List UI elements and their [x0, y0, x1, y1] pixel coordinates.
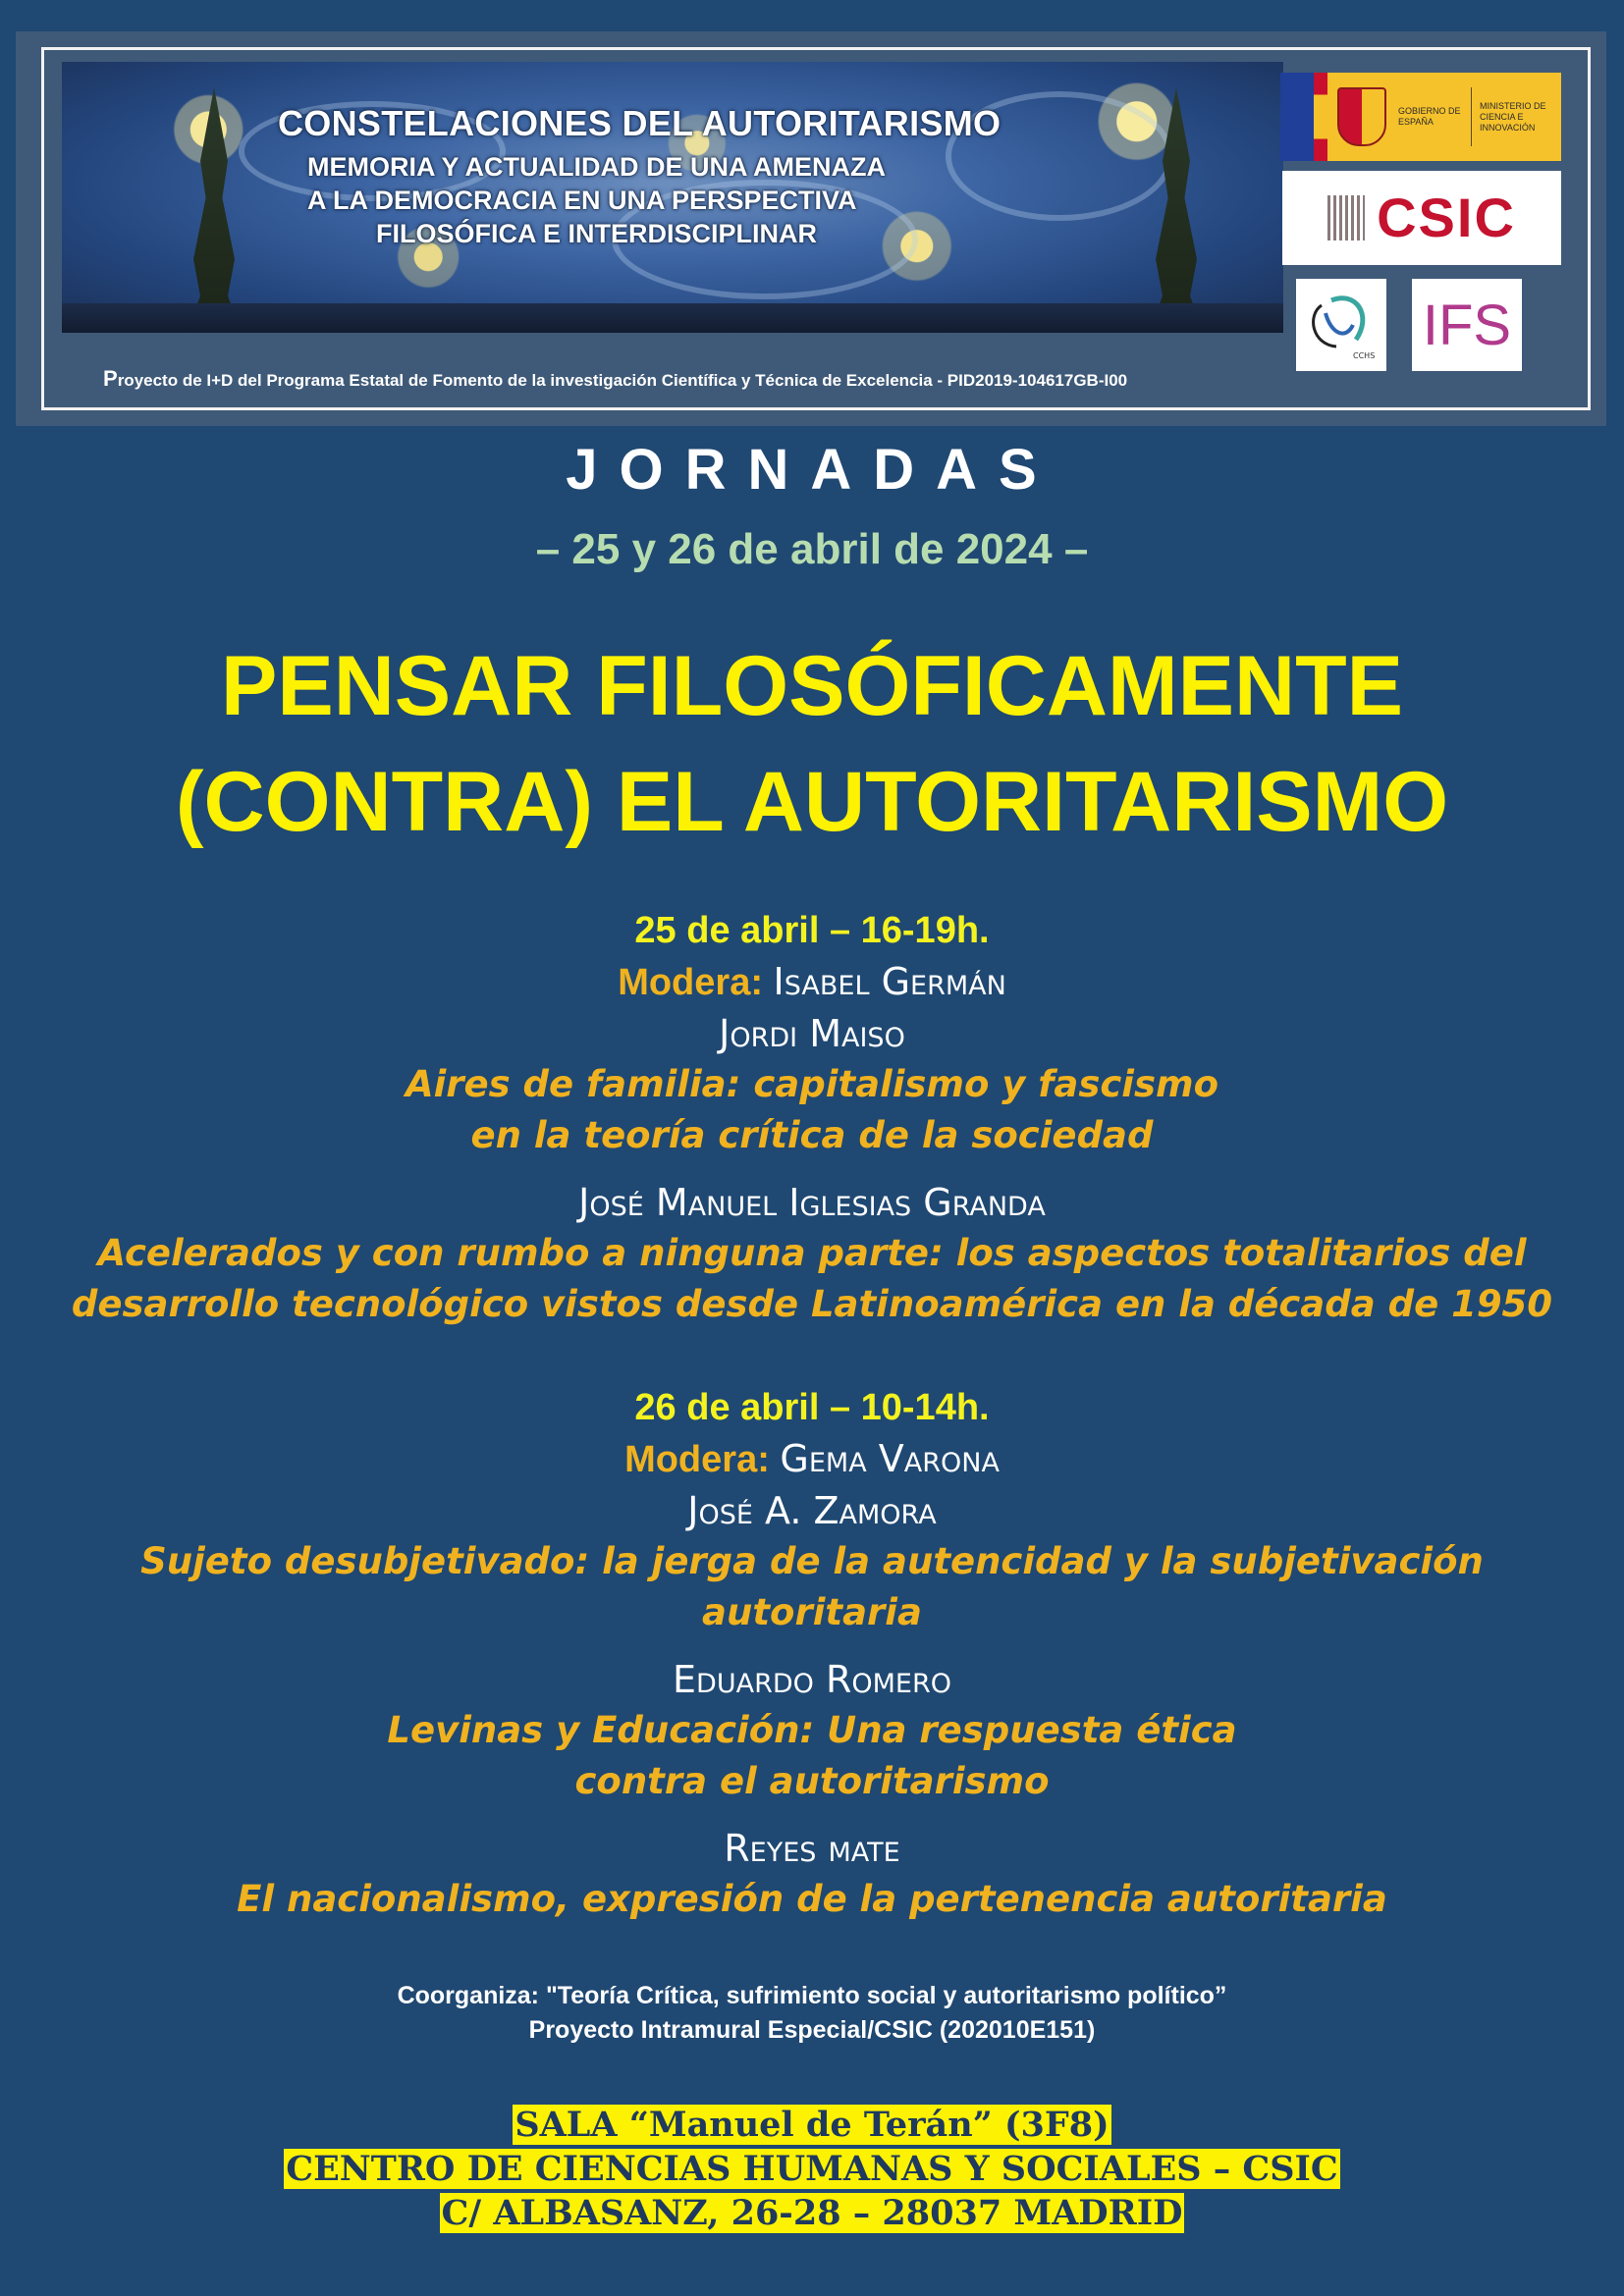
spacer [0, 1807, 1624, 1823]
talk-title-line: Levinas y Educación: Una respuesta ética [387, 1709, 1237, 1751]
csic-wordmark: CSIC [1377, 187, 1516, 248]
banner-subtitle-line: FILOSÓFICA E INTERDISCIPLINAR [376, 219, 818, 248]
spacer [0, 1638, 1624, 1654]
banner-subtitle [278, 150, 1001, 250]
main-title [0, 628, 1624, 860]
venue-line [0, 2147, 1624, 2191]
speaker-name: Jordi Maiso [719, 1012, 905, 1055]
venue-room: SALA “Manuel de Terán” (3F8) [514, 2105, 1110, 2145]
gov-text: GOBIERNO DE ESPAÑA [1398, 106, 1461, 127]
banner-subtitle-line: A LA DEMOCRACIA EN UNA PERSPECTIVA [307, 186, 857, 215]
day2-session [0, 1382, 1624, 1925]
talk-title-line: desarrollo tecnológico vistos desde Latinoamérica en la década de 1950 [71, 1283, 1553, 1325]
banner-text [278, 103, 1001, 250]
banner-title: CONSTELACIONES DEL AUTORITARISMO [278, 103, 1001, 143]
main-title-line: PENSAR FILOSÓFICAMENTE [220, 639, 1404, 733]
project-text: royecto de I+D del Programa Estatal de Fomento de la investigación Científica y Técnica de Excelencia - PID2019-104617GB-I00 [117, 371, 1128, 390]
venue-center: CENTRO DE CIENCIAS HUMANAS Y SOCIALES – CSIC [286, 2149, 1338, 2189]
coorganizer-line: Coorganiza: "Teoría Crítica, sufrimiento social y autoritarismo político” [397, 1982, 1227, 2009]
talk-title-line: en la teoría crítica de la sociedad [470, 1114, 1154, 1156]
talk-title-line: Aires de familia: capitalismo y fascismo [405, 1063, 1218, 1105]
csic-emblem-icon [1327, 195, 1365, 240]
event-dates: – 25 y 26 de abril de 2024 – [535, 525, 1089, 573]
speaker-name: José A. Zamora [687, 1489, 937, 1532]
moderator-label: Modera: [618, 962, 763, 1003]
moderator-name: Gema Varona [780, 1437, 1000, 1480]
cchs-logo [1296, 279, 1386, 371]
talk-title-line: El nacionalismo, expresión de la pertenencia autoritaria [237, 1878, 1387, 1920]
venue-line [0, 2191, 1624, 2235]
talk-title-line: Sujeto desubjetivado: la jerga de la autencidad y la subjetivación [140, 1540, 1484, 1582]
ifs-logo: IFS [1412, 279, 1522, 371]
moderator-label: Modera: [624, 1439, 770, 1480]
speaker-name: Reyes mate [724, 1827, 900, 1870]
talk-title-line: autoritaria [702, 1591, 922, 1633]
project-reference [103, 366, 1127, 392]
ministry-text: MINISTERIO DE CIENCIA E INNOVACIÓN [1480, 100, 1546, 133]
gobierno-logo [1280, 73, 1561, 161]
eu-flag-icon [1280, 73, 1314, 161]
speaker-name: Eduardo Romero [673, 1658, 951, 1701]
starry-night-image [62, 62, 1283, 333]
day1-date: 25 de abril – 16-19h. [634, 910, 990, 951]
divider [1471, 87, 1472, 146]
venue-address: C/ ALBASANZ, 26-28 – 28037 MADRID [441, 2193, 1183, 2233]
day1-session [0, 905, 1624, 1330]
spain-flag-icon [1314, 73, 1327, 161]
coat-of-arms-icon [1337, 87, 1386, 146]
cypress-tree [180, 87, 248, 333]
venue-block [0, 2103, 1624, 2235]
moderator-name: Isabel Germán [773, 960, 1006, 1003]
day2-date: 26 de abril – 10-14h. [634, 1387, 990, 1428]
csic-logo [1282, 171, 1561, 265]
venue-line [0, 2103, 1624, 2147]
village-silhouette [62, 303, 1283, 333]
banner [16, 31, 1606, 426]
spacer [0, 1161, 1624, 1177]
cchs-emblem-icon [1302, 286, 1380, 364]
coorganizer-line: Proyecto Intramural Especial/CSIC (202010E151) [528, 2016, 1096, 2044]
main-title-line: (CONTRA) EL AUTORITARISMO [175, 755, 1449, 849]
day2-moderator [0, 1433, 1624, 1485]
csic-row [1327, 187, 1516, 248]
talk-title-line: contra el autoritarismo [574, 1760, 1050, 1802]
coorganizer-note [0, 1979, 1624, 2048]
jornadas-heading: JORNADAS [566, 438, 1058, 502]
day1-moderator [0, 956, 1624, 1008]
speaker-name: José Manuel Iglesias Granda [578, 1181, 1046, 1224]
project-initial: P [103, 366, 118, 391]
talk-title-line: Acelerados y con rumbo a ninguna parte: los aspectos totalitarios del [97, 1232, 1527, 1274]
cchs-text: CCHS [1353, 351, 1376, 360]
banner-subtitle-line: MEMORIA Y ACTUALIDAD DE UNA AMENAZA [307, 152, 886, 182]
